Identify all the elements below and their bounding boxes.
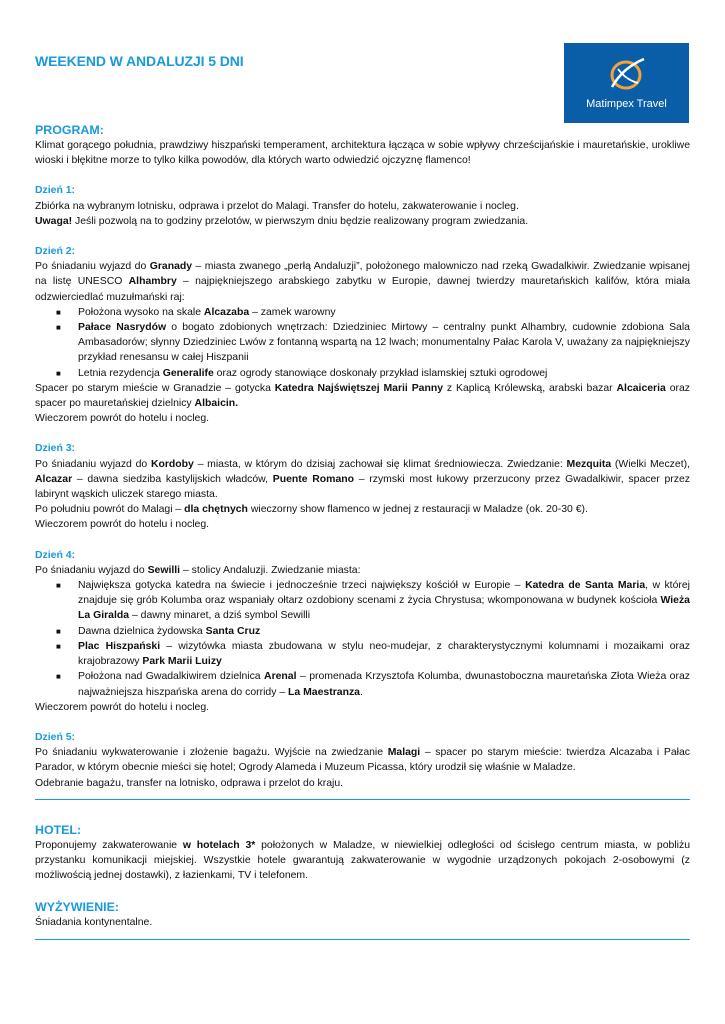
highlight: Sewilli [147, 564, 181, 576]
food-heading: WYŻYWIENIE: [35, 900, 119, 915]
text-run: oraz ogrody stanowiące doskonały przykład islamskiej sztuki ogrodowej [213, 367, 548, 379]
day-5-end: Odebranie bagażu, transfer na lotnisko, odprawa i przelot do kraju. [35, 777, 344, 789]
bullet-square-icon: ■ [56, 626, 61, 636]
day-2-label: Dzień 2: [35, 246, 76, 258]
text-run: o bogato zdobionych wnętrzach: Dziedziniec Mirtowy – centralny punkt Alhambry, cudownie zdobiona Sala Ambasadorów; słynny Dziedziniec Lwów z fontanną wspartą na 12 lwach; monumentalny Pałac Karola V, uważany za najpiękniejszy przykład renesansu w całej Hiszpanii [78, 322, 690, 364]
text-run: Dawna dzielnica żydowska [78, 625, 206, 637]
bullet-square-icon: ■ [56, 323, 61, 333]
text-run: Po śniadaniu wykwaterowanie i złożenie bagażu. Wyjście na zwiedzanie [35, 747, 388, 759]
day-2-intro [35, 259, 690, 305]
text-run: – rzymski most łukowy przerzucony przez Gwadalkiwir, spacer przez labirynt wąskich uliczek starego miasta. [35, 473, 690, 501]
highlight: Plac Hiszpański [78, 640, 161, 652]
list-item [56, 669, 690, 699]
text-run: Po południu powrót do Malagi – [35, 504, 185, 516]
text-run: , w której znajduje się grób Kolumba oraz wspaniały ołtarz ozdobiony scenami z życia Chrystusa; wkomponowana w budynek kościoła [78, 580, 690, 607]
list-item [56, 639, 690, 669]
logo-text: Matimpex Travel [586, 98, 667, 110]
highlight: Malagi [387, 747, 421, 759]
text-run: Spacer po starym mieście w Granadzie – gotycka [35, 382, 275, 394]
text-run: – spacer po starym mieście: twierdza Alcazaba i Pałac Parador, w którym obecnie mieści się hotel; Ogrody Alameda i Muzeum Picassa, który urodził się właśnie w Maladze. [35, 747, 690, 774]
text-run: położonych w Maladze, w niewielkiej odległości od ścisłego centrum miasta, w pobliżu przystanku komunikacji miejskiej. Wszystkie hotele gwarantują zakwaterowanie w wygodnie urządzonych pokojach 2-osobowymi (z możliwością jednej dostawki), z łazienkami, TV i telefonem. [35, 839, 691, 882]
highlight: Alcaiceria [616, 382, 666, 394]
bullet-square-icon: ■ [56, 641, 61, 651]
day-4-end: Wieczorem powrót do hotelu i nocleg. [35, 701, 210, 713]
document-body [35, 122, 690, 940]
list-item [56, 578, 690, 624]
text-run: – miasta zwanego „perłą Andaluzji”, położonego malowniczo nad rzeką Gwadalkiwir. Zwiedzanie wpisanej na listę UNESCO [35, 261, 690, 288]
program-intro: Klimat gorącego południa, prawdziwy hiszpański temperament, architektura łącząca w sobie wpływy chrześcijańskie i mauretańskie, urokliwe wioski i błękitne morze to tylko kilka powodów, dla których warto odwiedzić ojczyznę flamenco! [35, 140, 690, 167]
highlight: Santa Cruz [205, 625, 261, 637]
day-4-intro [35, 563, 690, 578]
text-run: z Kaplicą Królewską, arabski bazar [443, 382, 617, 394]
company-logo [564, 43, 689, 123]
text-run: (Wielki Meczet), [611, 458, 690, 470]
text-run: Po śniadaniu wyjazd do [35, 458, 151, 470]
highlight: La Maestranza [288, 686, 360, 698]
day-4-list [35, 578, 690, 700]
page-title: WEEKEND W ANDALUZJI 5 DNI [35, 53, 244, 69]
highlight: Mezquita [566, 458, 612, 470]
text-run: Po śniadaniu wyjazd do [35, 564, 148, 576]
highlight: Puente Romano [272, 473, 355, 485]
bullet-square-icon: ■ [56, 672, 61, 682]
text-run: – wizytówka miasta zbudowana w stylu neo-mudejar, z charakterystycznymi kolumnami i mozaikami oraz krajobrazowy [78, 640, 690, 668]
highlight: Wieża La Giralda [78, 595, 690, 622]
day-1-label: Dzień 1: [35, 185, 76, 197]
section-divider [35, 799, 690, 800]
text-run: – promenada Krzysztofa Kolumba, dwunastoboczna mauretańska Złota Wieża oraz najważniejsza hiszpańska arena do corridy – [78, 671, 690, 698]
text-run: Położona nad Gwadalkiwirem dzielnica [78, 671, 265, 683]
text-run: – dawny minaret, a dziś symbol Sewilli [129, 610, 311, 622]
text-run: – zamek warowny [249, 306, 336, 318]
text-run: Letnia rezydencja [78, 367, 163, 379]
bullet-square-icon: ■ [56, 581, 61, 591]
day-4-label: Dzień 4: [35, 549, 76, 561]
text-run: Po śniadaniu wyjazd do [35, 261, 150, 273]
day-3-evening [35, 502, 690, 517]
logo-swirl-icon [564, 43, 689, 123]
highlight: dla chętnych [184, 504, 248, 516]
day-3-label: Dzień 3: [35, 443, 76, 455]
highlight: Generalife [162, 367, 214, 379]
highlight: Katedra Najświętszej Marii Panny [274, 382, 444, 394]
day-3-intro [35, 457, 690, 503]
highlight: Pałace Nasrydów [78, 322, 167, 334]
highlight: Arenal [264, 671, 297, 683]
day-5-label: Dzień 5: [35, 731, 76, 743]
day-1-text: Zbiórka na wybranym lotnisku, odprawa i przelot do Malagi. Transfer do hotelu, zakwaterowanie i nocleg. [35, 200, 519, 212]
highlight: Albaicin. [194, 398, 239, 410]
day-2-end: Wieczorem powrót do hotelu i nocleg. [35, 413, 210, 425]
day-2-walk [35, 381, 690, 411]
text-run: Największa gotycka katedra na świecie i jednocześnie trzeci największy kościół w Europie – [78, 580, 526, 592]
list-item [56, 320, 690, 366]
text-run: oraz spacer po mauretańskiej dzielnicy [35, 382, 691, 410]
text-run: – dawna siedziba kastylijskich władców, [72, 473, 273, 485]
food-text: Śniadania kontynentalne. [35, 917, 153, 929]
list-item [56, 366, 690, 381]
highlight: Kordoby [150, 458, 194, 470]
text-run: Położona wysoko na skale [78, 306, 204, 318]
text-run: – miasta, w którym do dzisiaj zachował się klimat średniowiecza. Zwiedzanie: [193, 458, 567, 470]
text-run: Proponujemy zakwaterowanie [35, 839, 183, 851]
highlight: Alcazar [35, 473, 73, 485]
section-divider [35, 939, 690, 940]
highlight: Park Marii Luizy [142, 656, 222, 668]
day-1-warning [35, 214, 690, 229]
day-3-end: Wieczorem powrót do hotelu i nocleg. [35, 519, 210, 531]
highlight: w hotelach 3* [182, 839, 256, 851]
highlight: Alcazaba [203, 306, 250, 318]
text-run: – najpiękniejszego arabskiego zabytku w Europie, dawnej twierdzy mauretańskich kalifów, która miała odzwierciedlać muzułmański raj: [35, 276, 690, 303]
list-item [56, 624, 690, 639]
program-heading: PROGRAM: [35, 123, 104, 137]
hotel-text [35, 838, 690, 884]
day-5-intro [35, 745, 690, 775]
hotel-heading: HOTEL: [35, 822, 82, 837]
highlight: Alhambry [128, 276, 177, 288]
highlight: Granady [149, 261, 193, 273]
bullet-square-icon: ■ [56, 368, 61, 378]
text-run: – stolicy Andaluzji. Zwiedzanie miasta: [180, 564, 361, 576]
day-2-list [35, 305, 690, 381]
warning-text: Jeśli pozwolą na to godziny przelotów, w pierwszym dniu będzie realizowany program zwiedzania. [72, 215, 529, 227]
text-run: wieczorny show flamenco w jednej z restauracji w Maladze (ok. 20-30 €). [247, 504, 588, 516]
list-item [56, 305, 690, 320]
bullet-square-icon: ■ [56, 307, 61, 317]
highlight: Katedra de Santa Maria [525, 580, 646, 592]
text-run: . [359, 686, 363, 698]
warning-label: Uwaga! [35, 215, 73, 227]
